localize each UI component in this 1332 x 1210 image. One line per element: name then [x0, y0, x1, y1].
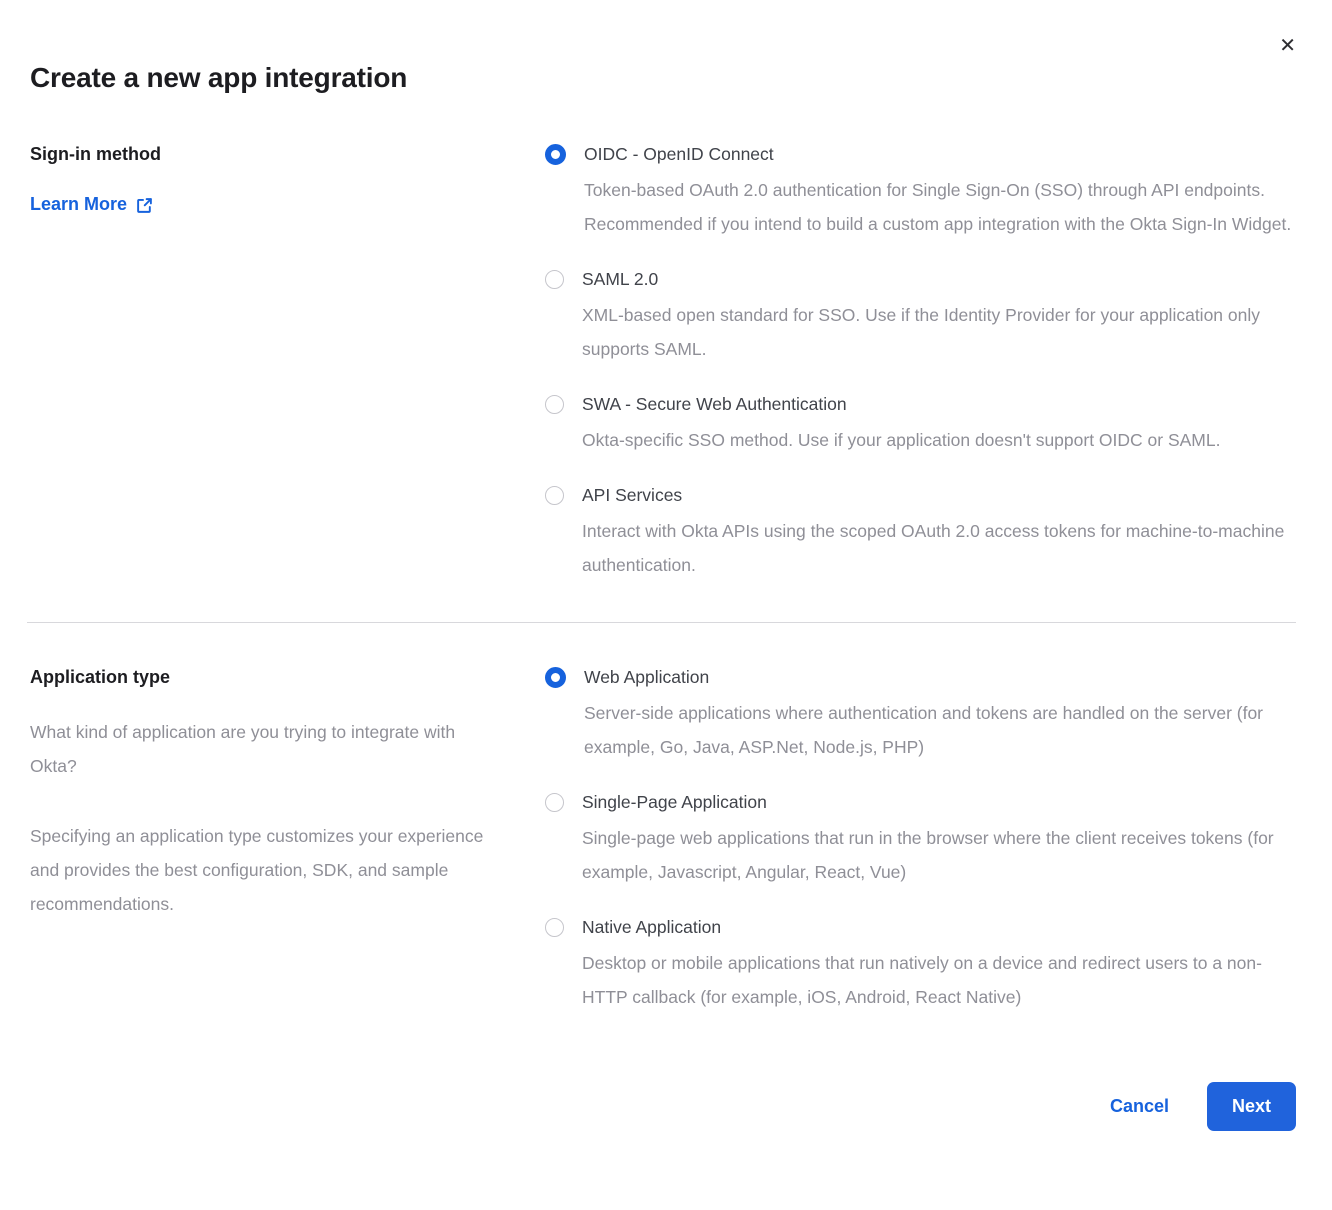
radio-unselected-icon[interactable]	[545, 395, 564, 414]
radio-option-label: Web Application	[584, 667, 710, 687]
application-type-section	[30, 665, 1296, 1040]
radio-option-native-application[interactable]	[545, 915, 1296, 1014]
radio-option-description: Okta-specific SSO method. Use if your application doesn't support OIDC or SAML.	[582, 430, 1221, 450]
section-divider	[27, 622, 1296, 623]
radio-option-label: SWA - Secure Web Authentication	[582, 394, 847, 414]
signin-method-heading: Sign-in method	[30, 144, 161, 164]
application-type-options	[545, 665, 1296, 1040]
signin-method-section	[30, 142, 1296, 608]
radio-option-saml[interactable]	[545, 267, 1296, 366]
close-button[interactable]	[1279, 36, 1296, 56]
radio-option-label: OIDC - OpenID Connect	[584, 144, 774, 164]
radio-option-oidc[interactable]	[545, 142, 1296, 241]
radio-option-description: Single-page web applications that run in the browser where the client receives tokens (for example, Javascript, Angular, React, Vue)	[582, 828, 1274, 882]
signin-method-left-column	[30, 142, 545, 608]
radio-unselected-icon[interactable]	[545, 270, 564, 289]
radio-selected-icon[interactable]	[545, 667, 566, 688]
cancel-button[interactable]: Cancel	[1109, 1096, 1169, 1116]
radio-option-web-application[interactable]	[545, 665, 1296, 764]
radio-option-description: Server-side applications where authentication and tokens are handled on the server (for example, Go, Java, ASP.Net, Node.js, PHP)	[584, 703, 1264, 757]
radio-selected-icon[interactable]	[545, 144, 566, 165]
application-type-question: What kind of application are you trying to integrate with Okta?	[30, 722, 456, 776]
radio-option-single-page-application[interactable]	[545, 790, 1296, 889]
learn-more-label: Learn More	[30, 194, 128, 214]
signin-method-options	[545, 142, 1296, 608]
radio-option-description: Desktop or mobile applications that run natively on a device and redirect users to a non-HTTP callback (for example, iOS, Android, React Native)	[582, 953, 1262, 1007]
dialog-title: Create a new app integration	[30, 62, 408, 93]
radio-option-swa[interactable]	[545, 392, 1296, 457]
radio-unselected-icon[interactable]	[545, 918, 564, 937]
radio-option-label: Single-Page Application	[582, 792, 767, 812]
radio-option-description: XML-based open standard for SSO. Use if the Identity Provider for your application only supports SAML.	[582, 305, 1260, 359]
radio-option-api-services[interactable]	[545, 483, 1296, 582]
radio-unselected-icon[interactable]	[545, 486, 564, 505]
external-link-icon	[136, 195, 153, 214]
dialog-footer	[30, 1082, 1296, 1171]
radio-unselected-icon[interactable]	[545, 793, 564, 812]
radio-option-description: Interact with Okta APIs using the scoped OAuth 2.0 access tokens for machine-to-machine authentication.	[582, 521, 1285, 575]
radio-option-description: Token-based OAuth 2.0 authentication for Single Sign-On (SSO) through API endpoints. Recommended if you intend to build a custom app integration with the Okta Sign-In Widget.	[584, 180, 1292, 234]
close-icon: ✕	[1279, 35, 1296, 57]
application-type-left-column	[30, 665, 545, 1040]
application-type-helper-text: Specifying an application type customizes your experience and provides the best configuration, SDK, and sample recommendations.	[30, 826, 484, 914]
radio-option-label: API Services	[582, 485, 683, 505]
application-type-heading: Application type	[30, 667, 171, 687]
radio-option-label: Native Application	[582, 917, 722, 937]
radio-option-label: SAML 2.0	[582, 269, 659, 289]
next-button[interactable]: Next	[1207, 1082, 1296, 1131]
learn-more-link[interactable]	[30, 194, 153, 215]
